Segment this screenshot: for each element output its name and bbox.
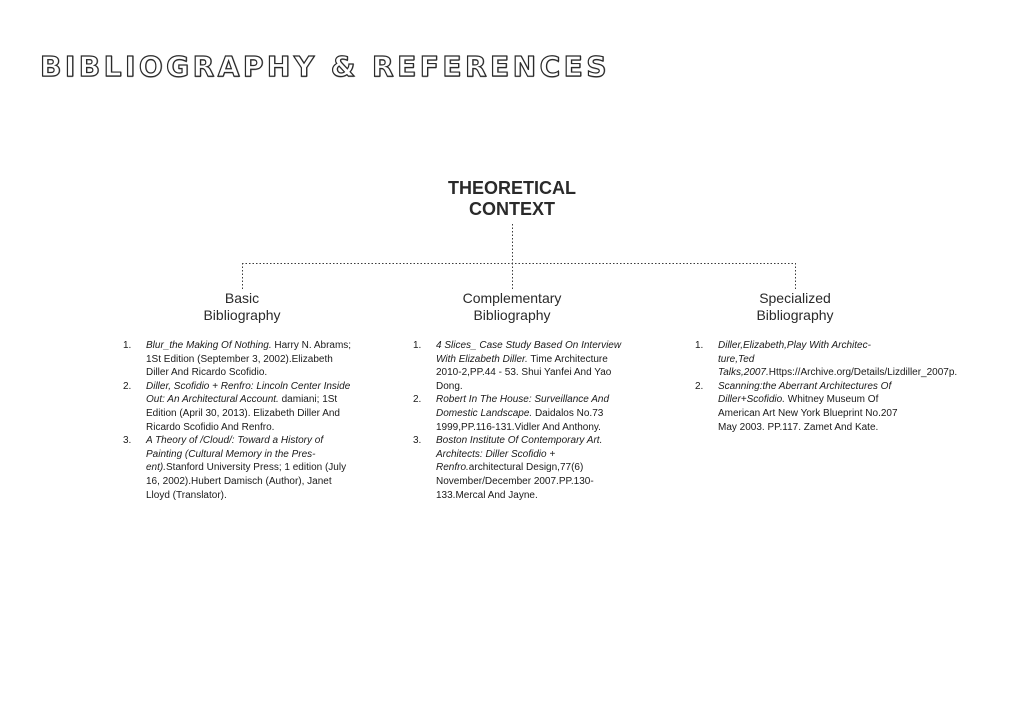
reference-item (413, 339, 626, 393)
reference-details: Stanford University Press; 1 edition (July 16, 2002).Hubert Damisch (Author), Janet Lloyd (Translator). (146, 462, 347, 501)
reference-item (123, 434, 355, 502)
reference-details: Whitney Museum Of American Art New York Blueprint No.207 May 2003. PP.117. Zamet And Kate. (718, 394, 898, 433)
reference-title: A Theory of /Cloud/: Toward a History of Painting (Cultural Memory in the Pres-ent). (146, 435, 324, 474)
reference-title: Scanning:the Aberrant Architectures Of Diller+Scofidio. (718, 380, 892, 406)
reference-details: architectural Design,77(6) November/December 2007.PP.130-133.Mercal And Jayne. (436, 462, 594, 501)
reference-details: damiani; 1St Edition (April 30, 2013). Elizabeth Diller And Ricardo Scofidio And Renfro. (146, 394, 340, 433)
column-title-line2: Bibliography (756, 307, 834, 323)
reference-details: Https://Archive.org/Details/Lizdiller_2007p. (768, 367, 958, 379)
reference-title: Boston Institute Of Contemporary Art. Architects: Diller Scofidio + Renfro. (436, 435, 603, 474)
column-title-line1: Specialized (759, 290, 831, 306)
column-title-line1: Complementary (462, 290, 562, 306)
reference-item (123, 339, 355, 380)
reference-number: 2. (695, 380, 704, 392)
complementary-bibliography-title (412, 290, 612, 324)
reference-title: Diller,Elizabeth,Play With Architec-ture,Ted Talks,2007. (718, 340, 871, 379)
reference-title: 4 Slices_ Case Study Based On Interview With Elizabeth Diller. (436, 340, 622, 365)
reference-item (413, 393, 626, 434)
reference-number: 3. (123, 435, 132, 447)
page-heading: BIBLIOGRAPHY & REFERENCES (40, 50, 610, 83)
complementary-bibliography-list (413, 339, 626, 502)
reference-number: 2. (413, 394, 422, 406)
reference-item (695, 380, 905, 434)
reference-item (413, 434, 626, 502)
specialized-bibliography-title (695, 290, 895, 324)
reference-number: 1. (413, 340, 422, 351)
column-title-line2: Bibliography (473, 307, 551, 323)
basic-bibliography-title (142, 290, 342, 324)
reference-title: Robert In The House: Surveillance And Domestic Landscape. (436, 394, 610, 419)
basic-bibliography-list (123, 339, 355, 502)
reference-number: 2. (123, 380, 132, 392)
column-title-line2: Bibliography (203, 307, 281, 323)
reference-item (123, 380, 355, 434)
column-title-line1: Basic (224, 290, 260, 306)
root-title-line2: CONTEXT (468, 199, 555, 219)
reference-number: 1. (695, 340, 704, 351)
specialized-bibliography-list (695, 339, 958, 434)
reference-number: 1. (123, 340, 132, 351)
reference-item (695, 339, 958, 380)
reference-details: Daidalos No.73 1999,PP.116-131.Vidler And Anthony. (436, 407, 604, 433)
reference-details: Time Architecture 2010-2,PP.44 - 53. Shui Yanfei And Yao Dong. (436, 353, 612, 392)
reference-number: 3. (413, 435, 422, 447)
reference-title: Blur_the Making Of Nothing. (146, 340, 272, 351)
root-title-line1: THEORETICAL (448, 178, 576, 198)
reference-title: Diller, Scofidio + Renfro: Lincoln Center Inside Out: An Architectural Account. (146, 380, 351, 406)
reference-details: Harry N. Abrams; 1St Edition (September 3, 2002).Elizabeth Diller And Ricardo Scofidio. (146, 340, 352, 379)
